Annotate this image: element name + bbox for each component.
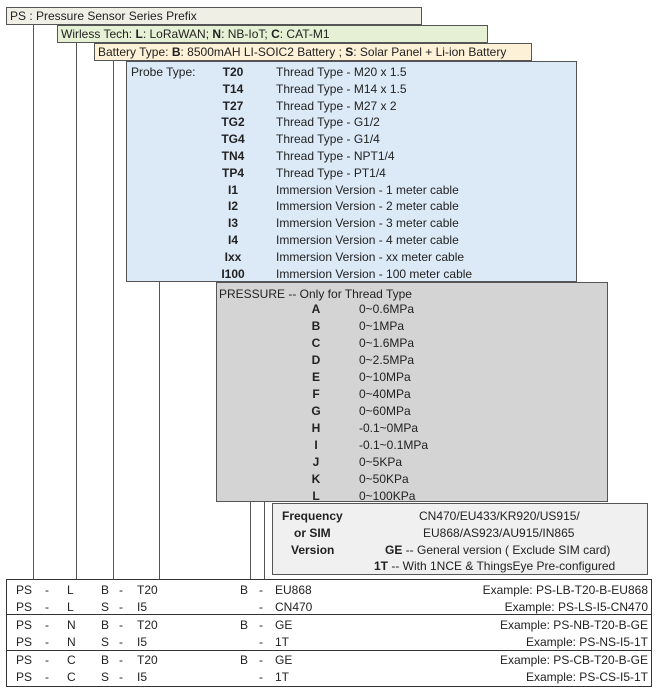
probe-desc: Immersion Version - 4 meter cable (276, 233, 459, 247)
connector-frequency (264, 502, 265, 579)
example-cell: - (259, 583, 263, 597)
example-cell: GE (275, 653, 293, 667)
example-cell: CN470 (275, 600, 313, 614)
example-cell: C (67, 670, 76, 684)
examples-table (6, 579, 652, 687)
pressure-code: L (312, 489, 320, 503)
probe-code: I1 (227, 182, 238, 197)
example-cell: - (259, 618, 263, 632)
example-cell: PS (16, 583, 33, 597)
pressure-code: K (311, 472, 321, 486)
frequency-1t-line (374, 559, 615, 574)
example-cell: PS (16, 600, 33, 614)
battery-line (98, 45, 506, 60)
pressure-code: E (311, 370, 320, 384)
wireless-code-l: L (135, 27, 143, 41)
example-cell: N (67, 618, 76, 632)
example-cell: C (67, 653, 76, 667)
pressure-desc: 0~60MPa (359, 404, 411, 418)
wireless-label: Wirless Tech: (61, 27, 136, 41)
pressure-desc: 0~10MPa (359, 370, 411, 384)
frequency-ge-desc: -- General version ( Exclude SIM card) (402, 543, 611, 557)
example-text: Example: PS-CS-I5-1T (525, 670, 648, 684)
pressure-desc: 0~1.6MPa (359, 336, 415, 350)
battery-box (94, 43, 532, 61)
pressure-desc: 0~40MPa (359, 387, 411, 401)
example-cell: I5 (137, 670, 148, 684)
example-cell: - (119, 618, 123, 632)
pressure-code: D (311, 353, 321, 367)
probe-code: I2 (227, 199, 238, 214)
example-cell: - (119, 670, 123, 684)
pressure-code: H (311, 421, 321, 435)
frequency-label-1: Frequency (282, 509, 343, 523)
example-text: Example: PS-NB-T20-B-GE (499, 618, 648, 632)
example-cell: - (119, 583, 123, 597)
example-cell: B (101, 583, 110, 597)
pressure-desc: 0~5KPa (359, 455, 403, 469)
probe-desc: Thread Type - PT1/4 (276, 165, 386, 180)
probe-desc: Immersion Version - 2 meter cable (276, 199, 459, 214)
wireless-code-n: N (212, 27, 222, 41)
connector-battery (113, 60, 114, 579)
probe-code: I3 (227, 216, 238, 231)
example-cell: 1T (275, 635, 290, 649)
pressure-desc: 0~100KPa (359, 489, 416, 503)
battery-text-s: : Solar Panel + Li-ion Battery (353, 45, 507, 59)
frequency-label-2: or SIM (294, 526, 331, 540)
example-cell: L (67, 600, 74, 614)
example-cell: - (259, 670, 263, 684)
battery-code-s: S (345, 45, 354, 59)
connector-prefix (33, 24, 34, 579)
example-cell: - (45, 653, 49, 667)
probe-code: T27 (222, 98, 244, 113)
example-cell: - (119, 635, 123, 649)
example-cell: - (259, 600, 263, 614)
probe-desc: Immersion Version - 1 meter cable (276, 182, 459, 197)
example-cell: B (101, 653, 110, 667)
wireless-text-n: : NB-IoT; (221, 27, 272, 41)
example-cell: - (45, 600, 49, 614)
probe-desc: Thread Type - G1/2 (276, 115, 380, 130)
example-cell: S (101, 670, 110, 684)
example-cell: I5 (137, 600, 148, 614)
example-cell: - (259, 653, 263, 667)
wireless-box (57, 25, 488, 43)
pressure-code: J (312, 455, 320, 469)
example-cell: PS (16, 653, 33, 667)
example-cell: - (119, 653, 123, 667)
example-cell: B (240, 583, 249, 597)
pressure-desc: -0.1~0.1MPa (359, 438, 429, 452)
probe-code: I100 (221, 266, 245, 281)
example-cell: - (45, 583, 49, 597)
example-text: Example: PS-CB-T20-B-GE (499, 653, 648, 667)
battery-label: Battery Type: (98, 45, 172, 59)
probe-code: TN4 (221, 149, 245, 163)
example-cell: - (119, 600, 123, 614)
pressure-code: B (311, 319, 321, 333)
wireless-text-l: : LoRaWAN; (142, 27, 213, 41)
probe-label: Probe Type: (131, 65, 196, 79)
example-text: Example: PS-NS-I5-1T (525, 635, 648, 649)
wireless-line (61, 27, 330, 42)
example-cell: PS (16, 618, 33, 632)
probe-code: T20 (222, 65, 244, 79)
example-cell: - (45, 635, 49, 649)
probe-code: TP4 (221, 165, 244, 180)
example-cell: PS (16, 670, 33, 684)
example-cell: S (101, 635, 110, 649)
pressure-box (216, 282, 608, 502)
frequency-1t-desc: -- With 1NCE & ThingsEye Pre-configured (388, 559, 616, 573)
pressure-code: I (314, 438, 318, 452)
pressure-code: G (311, 404, 321, 418)
frequency-box (272, 503, 648, 575)
wireless-code-c: C (271, 27, 280, 41)
probe-desc: Thread Type - NPT1/4 (276, 149, 395, 163)
example-cell: I5 (137, 635, 148, 649)
probe-desc: Thread Type - M14 x 1.5 (276, 81, 407, 96)
example-cell: N (67, 635, 76, 649)
probe-desc: Immersion Version - 3 meter cable (276, 216, 459, 231)
probe-desc: Thread Type - G1/4 (276, 132, 380, 147)
connector-wireless (76, 41, 77, 579)
example-cell: L (67, 583, 74, 597)
probe-desc: Thread Type - M27 x 2 (276, 98, 397, 113)
pressure-desc: 0~0.6MPa (359, 302, 415, 316)
example-text: Example: PS-LS-I5-CN470 (504, 600, 648, 614)
frequency-1t-code: 1T (374, 559, 389, 573)
pressure-desc: 0~1MPa (359, 319, 405, 333)
example-cell: B (240, 618, 249, 632)
connector-probe (159, 282, 160, 579)
example-cell: - (259, 635, 263, 649)
pressure-desc: 0~50KPa (359, 472, 409, 486)
prefix-label: PS : Pressure Sensor Series Prefix (10, 9, 197, 23)
probe-desc: Thread Type - M20 x 1.5 (276, 65, 407, 79)
pressure-code: C (311, 336, 321, 350)
example-cell: - (45, 670, 49, 684)
prefix-box (6, 7, 422, 25)
pressure-code: F (312, 387, 320, 401)
probe-desc: Immersion Version - xx meter cable (276, 249, 465, 264)
example-cell: - (45, 618, 49, 632)
pressure-code: A (311, 302, 321, 316)
battery-text-b: : 8500mAH LI-SOIC2 Battery ; (180, 45, 346, 59)
pressure-desc: 0~2.5MPa (359, 353, 415, 367)
frequency-label-3: Version (291, 543, 335, 557)
connector-pressure (250, 502, 251, 579)
example-cell: T20 (137, 618, 158, 632)
wireless-text-c: : CAT-M1 (279, 27, 330, 41)
frequency-bands-1: CN470/EU433/KR920/US915/ (419, 509, 580, 523)
example-cell: B (101, 618, 110, 632)
example-text: Example: PS-LB-T20-B-EU868 (482, 583, 648, 597)
frequency-ge-code: GE (385, 543, 403, 557)
probe-desc: Immersion Version - 100 meter cable (276, 266, 473, 281)
example-cell: T20 (137, 583, 158, 597)
example-cell: EU868 (275, 583, 312, 597)
pressure-label: PRESSURE -- Only for Thread Type (219, 287, 412, 301)
pressure-desc: -0.1~0MPa (359, 421, 419, 435)
probe-code: T14 (222, 81, 244, 96)
example-cell: T20 (137, 653, 158, 667)
probe-box (126, 61, 577, 282)
frequency-ge-line (385, 543, 610, 558)
example-cell: PS (16, 635, 33, 649)
example-cell: S (101, 600, 110, 614)
probe-code: TG2 (221, 115, 245, 130)
probe-code: I4 (227, 233, 238, 247)
battery-code-b: B (171, 45, 181, 59)
example-cell: B (240, 653, 249, 667)
example-cell: GE (275, 618, 293, 632)
frequency-bands-2: EU868/AS923/AU915/IN865 (423, 526, 575, 540)
probe-code: TG4 (221, 132, 245, 147)
probe-code: Ixx (224, 249, 242, 264)
example-cell: 1T (275, 670, 290, 684)
